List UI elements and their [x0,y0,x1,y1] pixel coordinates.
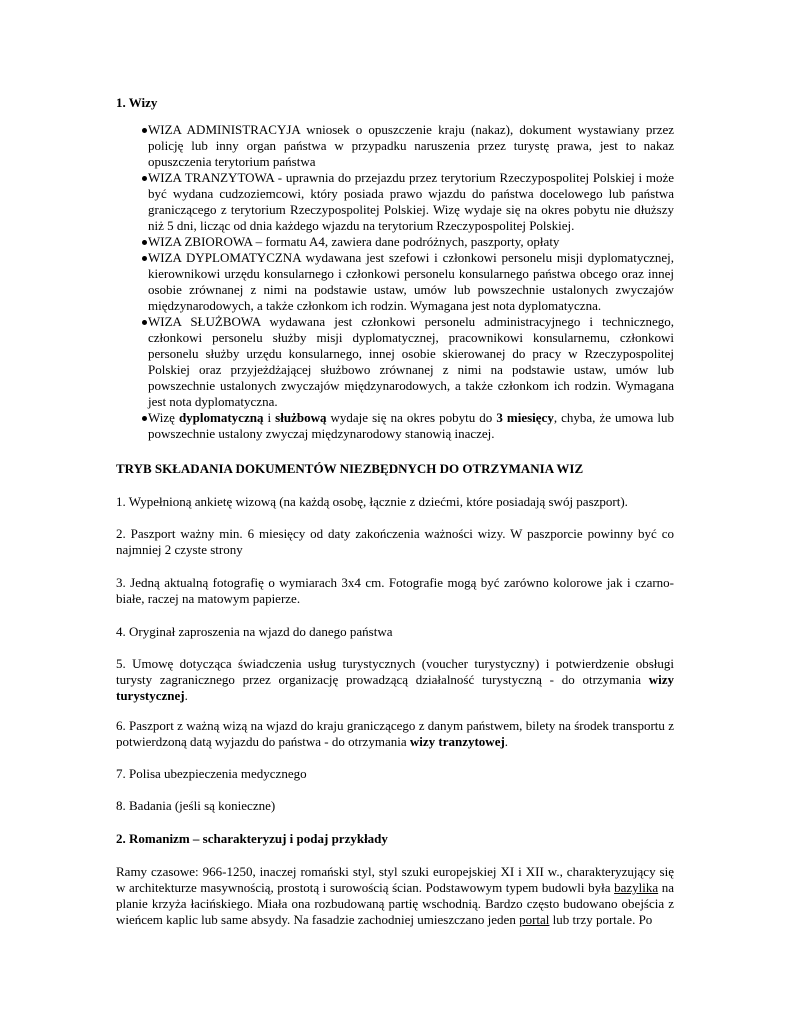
list-item-text: WIZA DYPLOMATYCZNA wydawana jest szefowi i członkowi personelu misji dyplomatycznej, kierownikowi urzędu konsularnego i członkowi personelu konsularnego państwa obcego oraz innej osobie zrównanej z nimi na podstawie ustaw, umów lub powszechnie ustalonych zwyczajów międzynarodowych, a także członkom ich rodzin. Wymagana jest nota dyplomatyczna. [148,250,674,313]
list-item-text: WIZA TRANZYTOWA - uprawnia do przejazdu przez terytorium Rzeczypospolitej Polskiej i może być wydana cudzoziemcowi, który posiada prawo wjazdu do państwa docelowego lub państwa graniczącego z terytorium Rzeczypospolitej Polskiej. Wizę wydaje się na okres pobytu nie dłuższy niż 5 dni, licząc od dnia każdego wjazdu na terytorium Rzeczypospolitej Polskiej. [148,170,674,233]
document-item-2: 2. Paszport ważny min. 6 miesięcy od daty zakończenia ważności wizy. W paszporcie powinny być co najmniej 2 czyste strony [116,526,674,557]
document-item-7: 7. Polisa ubezpieczenia medycznego [116,766,307,781]
link-bazylika: bazylika [614,880,659,895]
document-item-6: 6. Paszport z ważną wizą na wjazd do kraju graniczącego z danym państwem, bilety na środek transportu z potwierdzoną datą wyjazdu do państwa - do otrzymania wizy tranzytowej. [116,718,674,749]
list-item-text: WIZA SŁUŻBOWA wydawana jest członkowi personelu administracyjnego i technicznego, członkowi personelu służby misji dyplomatycznej, pracownikowi konsularnemu, członkowi personelu służby urzędu konsularnego, innej osobie skierowanej do pracy w Rzeczypospolitej Polskiej oraz przyjeżdżającej służbowo zrównanej z nimi na podstawie ustaw, umów lub powszechnie ustalonych zwyczajów międzynarodowych, a także członkom ich rodzin. Wymagana jest nota dyplomatyczna. [148,314,674,409]
visa-list [116,122,674,442]
list-item-wiza-tranzytowa [116,170,674,234]
link-portal: portal [519,912,550,927]
list-item-wiza-dyplomatyczna [116,250,674,314]
heading-wizy: 1. Wizy [116,95,158,110]
heading-romanizm: 2. Romanizm – scharakteryzuj i podaj przykłady [116,831,388,846]
list-item-wiza-zbiorowa [116,234,674,250]
romanizm-paragraph: Ramy czasowe: 966-1250, inaczej romański styl, styl szuki europejskiej XI i XII w., charakteryzujący się w architekturze masywnością, prostotą i surowością ścian. Podstawowym typem budowli była bazylika na planie krzyża łacińskiego. Miała ona rozbudowaną partię wschodnią. Bardzo często budowano obejścia z wieńcem kaplic lub same absydy. Na fasadzie zachodniej umieszczano jeden portal lub trzy portale. Po [116,864,674,927]
document-item-8: 8. Badania (jeśli są konieczne) [116,798,276,813]
document-item-5: 5. Umowę dotycząca świadczenia usług turystycznych (voucher turystyczny) i potwierdzenie obsługi turysty zagranicznego przez organizację prowadzącą działalność turystyczną - do otrzymania wizy turystycznej. [116,656,674,703]
document-item-1: 1. Wypełnioną ankietę wizową (na każdą osobę, łącznie z dziećmi, które posiadają swój paszport). [116,494,628,509]
list-item-wiza-sluzbowa [116,314,674,410]
document-item-3: 3. Jedną aktualną fotografię o wymiarach 3x4 cm. Fotografie mogą być zarówno kolorowe jak i czarno-białe, raczej na matowym papierze. [116,575,674,606]
list-item-wiza-administracyjna [116,122,674,170]
list-item-text: WIZA ADMINISTRACYJA wniosek o opuszczenie kraju (nakaz), dokument wystawiany przez policję lub inny organ państwa w przypadku naruszenia przez turystę prawa, jest to nakaz opuszczenia terytorium państwa [148,122,674,169]
list-item-okres-pobytu [116,410,674,442]
heading-tryb-skladania: TRYB SKŁADANIA DOKUMENTÓW NIEZBĘDNYCH DO OTRZYMANIA WIZ [116,461,584,476]
list-item-text: WIZA ZBIOROWA – formatu A4, zawiera dane podróżnych, paszporty, opłaty [148,234,560,249]
list-item-text: Wizę dyplomatyczną i służbową wydaje się na okres pobytu do 3 miesięcy, chyba, że umowa lub powszechnie ustalony zwyczaj międzynarodowy stanowią inaczej. [148,410,674,441]
document-item-4: 4. Oryginał zaproszenia na wjazd do danego państwa [116,624,393,639]
